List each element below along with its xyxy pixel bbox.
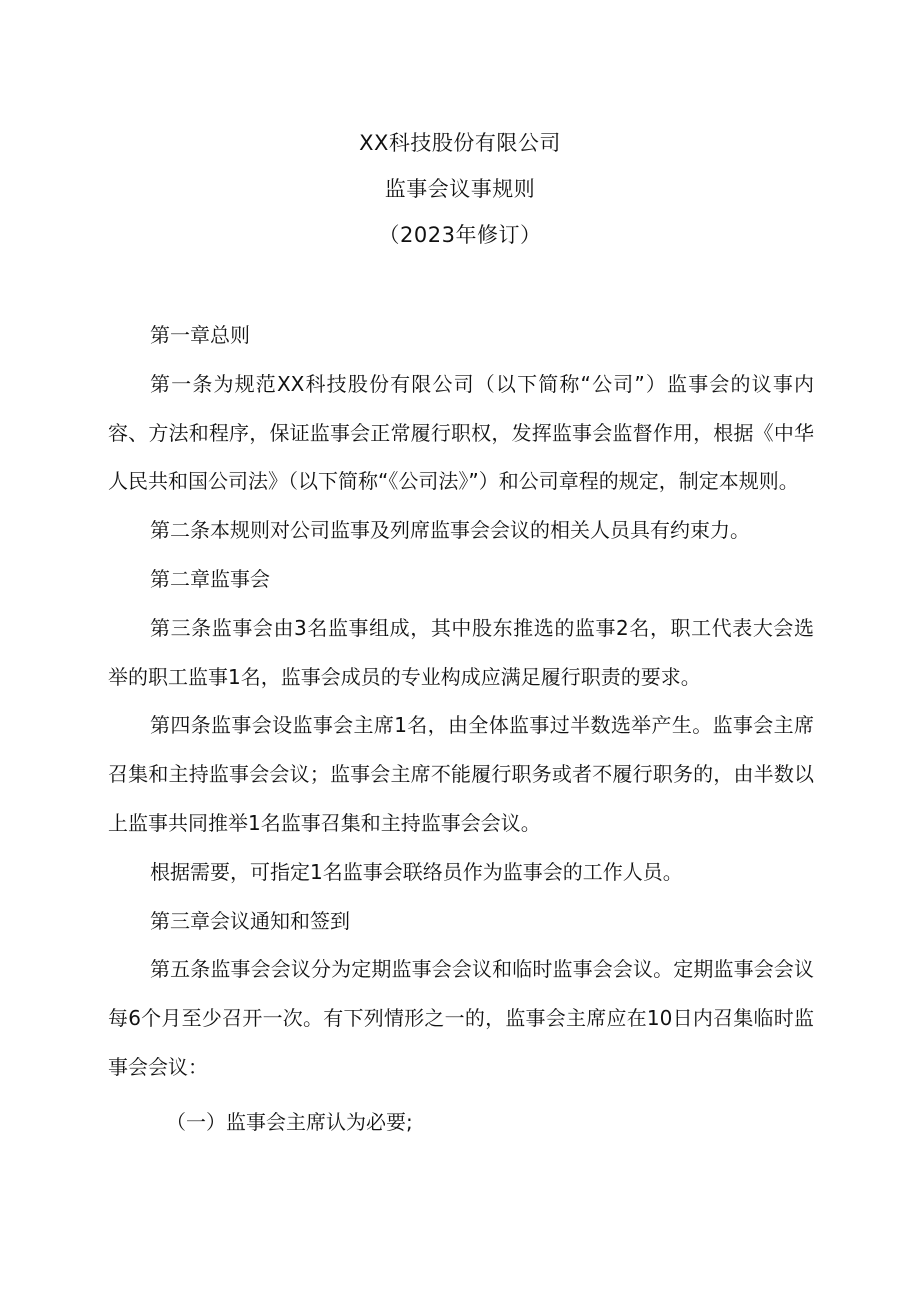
- chapter-heading-3: 第三章会议通知和签到: [150, 908, 350, 933]
- article-5-item-1: （一）监事会主席认为必要;: [166, 1109, 413, 1134]
- document-body: [108, 311, 814, 1147]
- article-3: 第三条监事会由3名监事组成，其中股东推选的监事2名，职工代表大会选举的职工监事1名，监事会成员的专业构成应满足履行职责的要求。: [108, 615, 814, 689]
- article-4-supplement: 根据需要，可指定1名监事会联络员作为监事会的工作人员。: [150, 859, 683, 884]
- company-name: XX科技股份有限公司: [359, 131, 561, 155]
- rules-title: 监事会议事规则: [384, 177, 536, 201]
- chapter-heading-1: 第一章总则: [150, 323, 250, 347]
- revision-note: （2023年修订）: [378, 223, 542, 247]
- article-5: 第五条监事会会议分为定期监事会会议和临时监事会会议。定期监事会会议每6个月至少召开一次。有下列情形之一的，监事会主席应在10日内召集临时监事会会议：: [108, 957, 814, 1079]
- article-4: 第四条监事会设监事会主席1名，由全体监事过半数选举产生。监事会主席召集和主持监事会会议；监事会主席不能履行职务或者不履行职务的，由半数以上监事共同推举1名监事召集和主持监事会会议。: [108, 713, 814, 835]
- chapter-heading-2: 第二章监事会: [150, 566, 270, 591]
- article-2: 第二条本规则对公司监事及列席监事会会议的相关人员具有约束力。: [150, 518, 750, 543]
- article-1: 第一条为规范XX科技股份有限公司（以下简称“公司”）监事会的议事内容、方法和程序，保证监事会正常履行职权，发挥监事会监督作用，根据《中华人民共和国公司法》（以下简称“《公司法》”）和公司章程的规定，制定本规则。: [108, 371, 814, 494]
- document-title: [0, 120, 920, 258]
